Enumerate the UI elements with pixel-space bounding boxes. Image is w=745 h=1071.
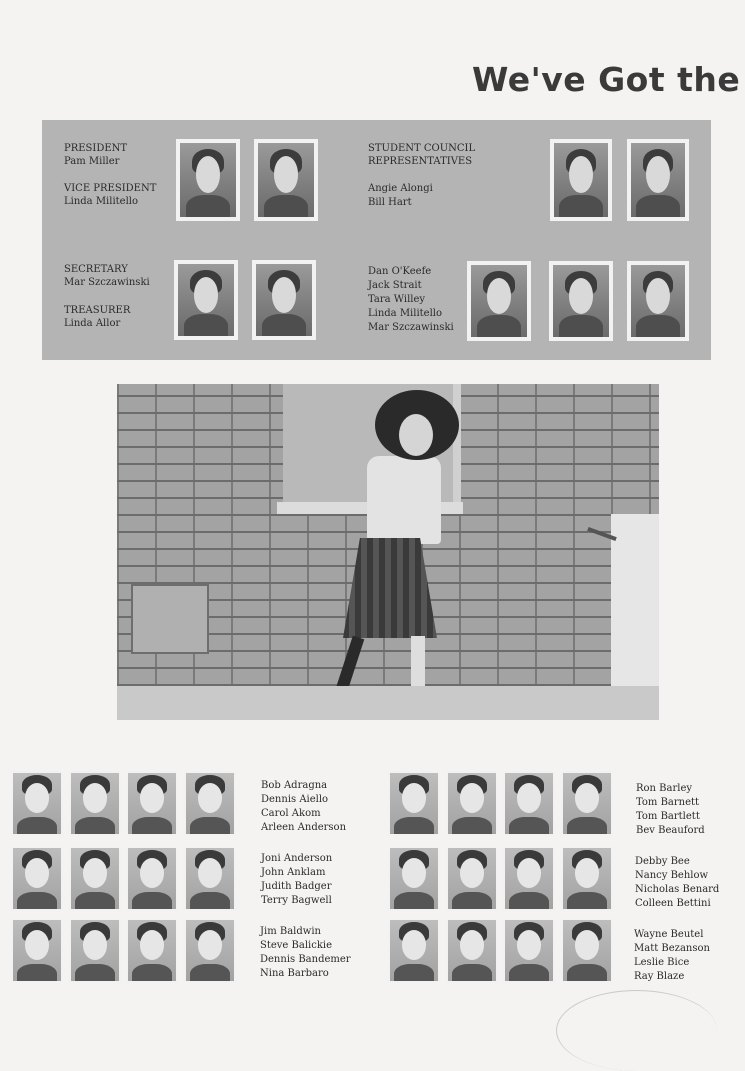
vice-president-title: VICE PRESIDENT (64, 183, 157, 194)
student-name: Ron Barley (636, 783, 693, 794)
portrait-photo (252, 260, 316, 340)
student-name: Jim Baldwin (260, 926, 321, 937)
president-title: PRESIDENT (64, 143, 128, 154)
portrait-photo (627, 261, 689, 341)
student-name: Bob Adragna (261, 780, 328, 791)
student-name: Dennis Aiello (261, 794, 329, 805)
student-name: Tom Barnett (636, 797, 700, 808)
student-name: Joni Anderson (261, 853, 333, 864)
student-photo (388, 918, 440, 983)
student-photo (69, 846, 121, 911)
page-headline: We've Got the (472, 60, 741, 99)
council-name: Angie Alongi (368, 183, 433, 194)
council-name: Dan O'Keefe (368, 266, 432, 277)
portrait-photo (176, 139, 240, 221)
student-name: John Anklam (261, 867, 326, 878)
treasurer-title: TREASURER (64, 305, 131, 316)
student-name: Bev Beauford (636, 825, 705, 836)
page-curl-mark (556, 990, 717, 1071)
name-list-left-2 (261, 852, 332, 908)
student-name: Colleen Bettini (635, 898, 711, 909)
portrait-photo (627, 139, 689, 221)
portrait-photo (254, 139, 318, 221)
portrait-photo (550, 139, 612, 221)
student-photo (446, 918, 498, 983)
student-photo (561, 771, 613, 836)
student-photo (11, 846, 63, 911)
student-photo (184, 918, 236, 983)
student-name: Debby Bee (635, 856, 690, 867)
vice-president-name: Linda Militello (64, 196, 139, 207)
student-photo (503, 918, 555, 983)
portrait-photo (467, 261, 531, 341)
student-photo (446, 771, 498, 836)
treasurer-name: Linda Allor (64, 318, 121, 329)
officers-panel (42, 120, 711, 360)
student-photo (503, 771, 555, 836)
student-photo (126, 846, 178, 911)
council-name: Mar Szczawinski (368, 322, 454, 333)
council-title-line2: REPRESENTATIVES (368, 156, 473, 167)
student-photo (11, 918, 63, 983)
council-name: Tara Willey (368, 294, 426, 305)
student-photo (388, 846, 440, 911)
student-name: Wayne Beutel (634, 929, 704, 940)
secretary-name: Mar Szczawinski (64, 277, 150, 288)
student-name: Leslie Bice (634, 957, 690, 968)
student-name: Judith Badger (261, 881, 332, 892)
student-photo (561, 846, 613, 911)
student-photo (69, 771, 121, 836)
student-photo (11, 771, 63, 836)
student-photo (184, 771, 236, 836)
student-name: Nina Barbaro (260, 968, 329, 979)
student-name: Nancy Behlow (635, 870, 709, 881)
student-name: Dennis Bandemer (260, 954, 351, 965)
portrait-photo (549, 261, 613, 341)
name-list-left-1 (261, 779, 346, 835)
candid-photo (117, 384, 659, 720)
student-photo (126, 918, 178, 983)
student-name: Steve Balickie (260, 940, 333, 951)
portrait-photo (174, 260, 238, 340)
student-photo (126, 771, 178, 836)
student-name: Nicholas Benard (635, 884, 720, 895)
council-name: Bill Hart (368, 197, 412, 208)
student-photo (388, 771, 440, 836)
student-name: Tom Bartlett (636, 811, 700, 822)
student-photo (184, 846, 236, 911)
name-list-right-1 (636, 782, 705, 838)
student-photo (446, 846, 498, 911)
president-name: Pam Miller (64, 156, 120, 167)
name-list-right-3 (634, 928, 710, 984)
name-list-right-2 (635, 855, 719, 911)
student-photo (561, 918, 613, 983)
council-name: Linda Militello (368, 308, 443, 319)
secretary-title: SECRETARY (64, 264, 128, 275)
student-name: Ray Blaze (634, 971, 685, 982)
council-name: Jack Strait (368, 280, 422, 291)
student-name: Terry Bagwell (261, 895, 332, 906)
student-photo (503, 846, 555, 911)
student-name: Carol Akom (261, 808, 321, 819)
student-name: Matt Bezanson (634, 943, 710, 954)
name-list-left-3 (260, 925, 351, 981)
student-name: Arleen Anderson (261, 822, 347, 833)
student-photo (69, 918, 121, 983)
council-title-line1: STUDENT COUNCIL (368, 143, 476, 154)
